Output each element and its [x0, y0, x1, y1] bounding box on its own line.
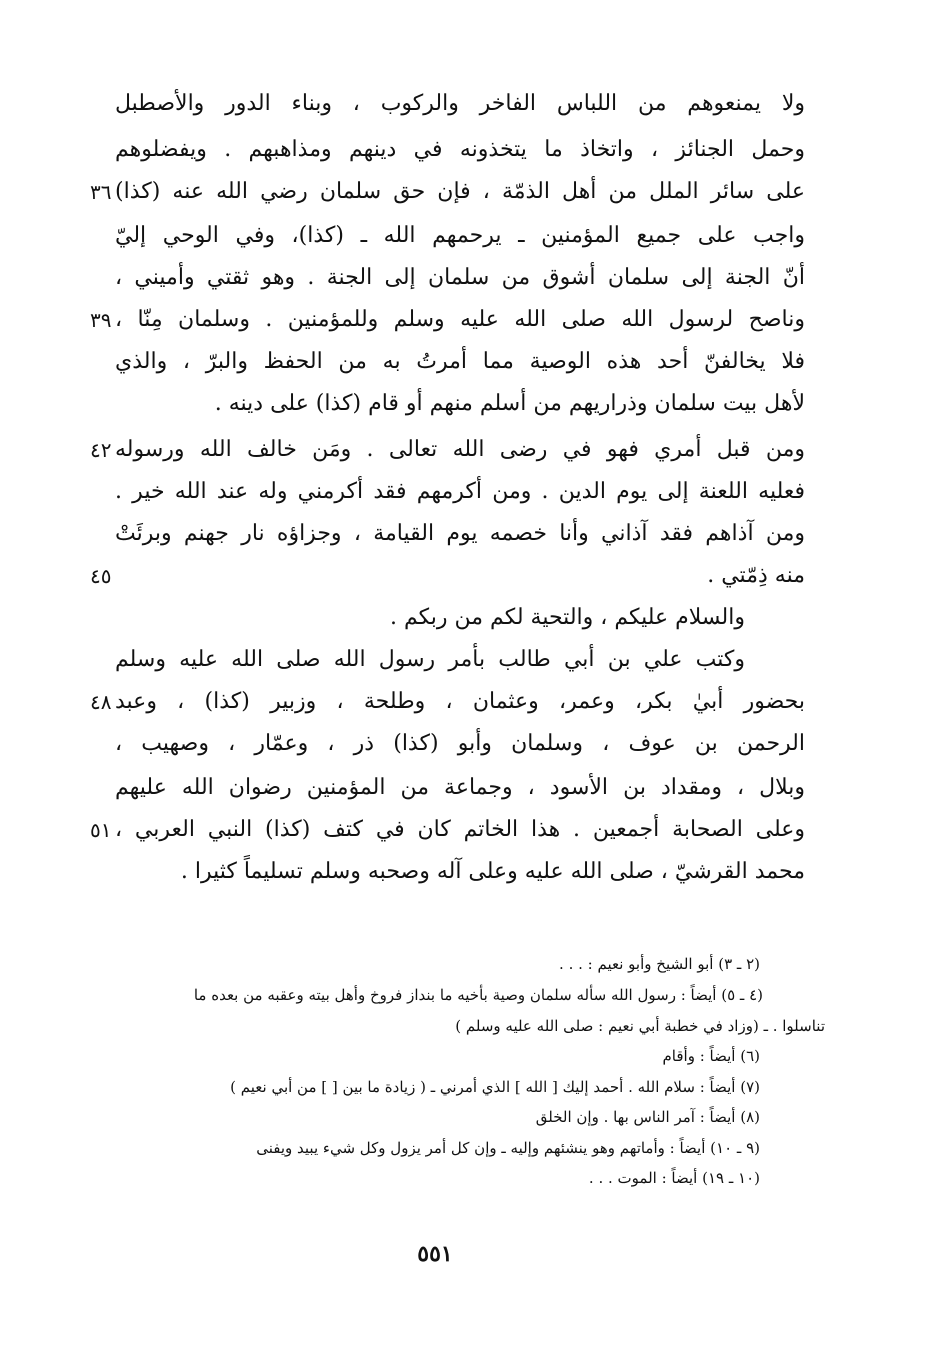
line-number-45: ٤٥ [90, 564, 112, 588]
footnote-1: (٢ ـ ٣) أبو الشيخ وأبو نعيم : . . . [559, 955, 760, 973]
body-line-4: واجب على جميع المؤمنين ـ يرحمهم الله ـ (كذا)، وفي الوحي إليّ [115, 223, 805, 248]
body-line-6: وناصح لرسول الله صلى الله عليه وسلم وللمؤمنين . وسلمان مِنّا ، [115, 307, 805, 332]
body-line-14: وكتب علي بن أبي طالب بأمر رسول الله صلى الله عليه وسلم [115, 647, 745, 672]
body-line-16: الرحمن بن عوف ، وسلمان وأبو (كذا) ذر ، وعمّار ، وصهيب ، [115, 731, 805, 756]
body-line-1: ولا يمنعوهم من اللباس الفاخر والركوب ، وبناء الدور والأصطبل [115, 91, 805, 116]
body-line-12: منه ذِمّتي . [707, 563, 805, 588]
body-line-13: والسلام عليكم ، والتحية لكم من ربكم . [390, 605, 745, 630]
body-line-7: فلا يخالفنّ أحد هذه الوصية مما أمرتُ به من الحفظ والبرّ ، والذي [115, 349, 805, 374]
footnote-3: (٦) أيضاً : وأقام [662, 1047, 760, 1065]
footnote-5: (٨) أيضاً : آمر الناس بها . وإن الخلق [535, 1108, 760, 1126]
line-number-42: ٤٢ [90, 438, 112, 462]
line-number-36: ٣٦ [90, 180, 112, 204]
footnote-2: (٤ ـ ٥) أيضاً : رسول الله سأله سلمان وصية بأخيه ما بنداز فروخ وأهل بيته وعقبه من بعده ما [193, 986, 763, 1004]
body-line-3: على سائر الملل من أهل الذمّة ، فإن حق سلمان رضي الله عنه (كذا) [115, 179, 805, 204]
body-line-9: ومن قبل أمري فهو في رضى الله تعالى . ومَن خالف الله ورسوله [115, 437, 805, 462]
page-number: ٥٥١ [417, 1241, 453, 1267]
body-line-5: أنّ الجنة إلى سلمان أشوق من سلمان إلى الجنة . وهو ثقتي وأميني ، [115, 265, 805, 290]
footnote-6: (٩ ـ ١٠) أيضاً : وأماتهم وهو ينشئهم وإليه ـ وإن كل أمر يزول وكل شيء يبيد ويفنى [256, 1139, 760, 1157]
body-line-10: فعليه اللعنة إلى يوم الدين . ومن أكرمهم فقد أكرمني وله عند الله خير . [115, 479, 805, 504]
body-line-15: بحضور أبيٰ بكر، وعمر، وعثمان ، وطلحة ، وزبير (كذا) ، وعبد [115, 689, 805, 714]
footnote-7: (١٠ ـ ١٩) أيضاً : الموت . . . [588, 1169, 760, 1187]
line-number-39: ٣٩ [90, 308, 112, 332]
footnote-2-continued: تناسلوا . ـ (وزاد في خطبة أبي نعيم : صلى الله عليه وسلم ) [455, 1017, 825, 1035]
body-line-8: لأهل بيت سلمان وذراريهم من أسلم منهم أو قام (كذا) على دينه . [214, 391, 805, 416]
line-number-51: ٥١ [90, 818, 112, 842]
body-line-19: محمد القرشيّ ، صلى الله عليه وعلى آله وصحبه وسلم تسليماً كثيرا . [180, 859, 805, 884]
body-line-17: وبلال ، ومقداد بن الأسود ، وجماعة من المؤمنين رضوان الله عليهم [115, 775, 805, 800]
footnote-4: (٧) أيضاً : سلام الله . أحمد إليك [ الله ] الذي أمرني ـ ( زيادة ما بين [ ] من أبي نعيم ) [230, 1078, 760, 1096]
body-line-18: وعلى الصحابة أجمعين . هذا الخاتم كان في كتف (كذا) النبي العربي ، [115, 817, 805, 842]
body-line-2: وحمل الجنائز ، واتخاذ ما يتخذونه في دينهم ومذاهبهم . ويفضلوهم [115, 137, 805, 162]
body-line-11: ومن آذاهم فقد آذاني وأنا خصمه يوم القيامة ، وجزاؤه نار جهنم وبرئَتْ [115, 521, 805, 546]
line-number-48: ٤٨ [90, 690, 112, 714]
